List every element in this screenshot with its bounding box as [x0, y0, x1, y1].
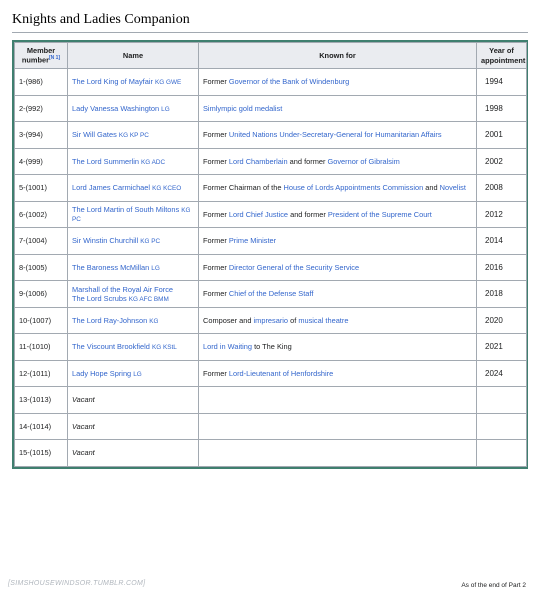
table-row — [15, 175, 527, 202]
header-known-for[interactable]: Known for — [199, 43, 477, 69]
known-for-link[interactable]: musical theatre — [298, 315, 349, 325]
member-name-link[interactable]: The Lord Martin of South Miltons — [72, 205, 180, 215]
known-for-text: and — [423, 183, 440, 193]
known-for-text: Former — [203, 236, 229, 246]
known-for-cell — [199, 387, 477, 414]
member-name-link[interactable]: The Lord Ray-Johnson — [72, 315, 148, 325]
known-for-cell — [199, 148, 477, 175]
member-name-cell — [68, 307, 199, 334]
member-name-cell — [68, 122, 199, 149]
table-row — [15, 387, 527, 414]
watermark: [SIMSHOUSEWINDSOR.TUMBLR.COM] — [8, 580, 146, 587]
appointment-year: 2018 — [477, 281, 527, 308]
table-row — [15, 228, 527, 255]
member-name-link[interactable]: Lord James Carmichael — [72, 183, 151, 193]
member-number: 14-(1014) — [15, 413, 68, 440]
known-for-cell — [199, 254, 477, 281]
known-for-link[interactable]: Lord Chamberlain — [228, 156, 288, 166]
post-nominals[interactable]: KG AFC BMM — [128, 295, 169, 303]
known-for-link[interactable]: Director General of the Security Service — [228, 262, 360, 272]
header-year[interactable]: Year of appointment — [477, 43, 527, 69]
member-name-cell — [68, 387, 199, 414]
known-for-text: and former — [287, 156, 328, 166]
member-name-link[interactable]: Sir Will Gates — [72, 130, 117, 140]
known-for-cell — [199, 413, 477, 440]
post-nominals[interactable]: KG KCEO — [152, 185, 182, 193]
known-for-link[interactable]: House of Lords Appointments Commission — [283, 183, 424, 193]
table-row — [15, 334, 527, 361]
appointment-year — [477, 440, 527, 467]
known-for-cell — [199, 175, 477, 202]
post-nominals[interactable]: KG GWE — [155, 79, 182, 87]
known-for-link[interactable]: Chief of the Defense Staff — [228, 289, 314, 299]
vacant-label: Vacant — [72, 421, 95, 431]
known-for-text: Former — [203, 156, 229, 166]
known-for-cell — [199, 201, 477, 228]
post-nominals[interactable]: KG PC — [72, 207, 191, 224]
member-name-cell — [68, 440, 199, 467]
appointment-year: 2001 — [477, 122, 527, 149]
member-number: 15-(1015) — [15, 440, 68, 467]
member-number: 13-(1013) — [15, 387, 68, 414]
appointment-year — [477, 387, 527, 414]
table-row — [15, 201, 527, 228]
appointment-year: 2008 — [477, 175, 527, 202]
known-for-text: Former — [203, 262, 229, 272]
table-row — [15, 148, 527, 175]
known-for-link[interactable]: Lord-Lieutenant of Henfordshire — [228, 368, 334, 378]
table-row — [15, 254, 527, 281]
appointment-year: 2012 — [477, 201, 527, 228]
known-for-link[interactable]: Simlympic gold medalist — [203, 103, 283, 113]
member-name-link[interactable]: The Lord King of Mayfair — [72, 77, 153, 87]
member-number: 9-(1006) — [15, 281, 68, 308]
post-nominals[interactable]: LG — [151, 264, 160, 272]
members-table — [14, 42, 527, 467]
table-row — [15, 281, 527, 308]
known-for-cell — [199, 307, 477, 334]
table-row — [15, 95, 527, 122]
appointment-year: 2016 — [477, 254, 527, 281]
known-for-link[interactable]: impresario — [253, 315, 289, 325]
known-for-cell — [199, 334, 477, 361]
table-row — [15, 360, 527, 387]
known-for-link[interactable]: President of the Supreme Court — [327, 209, 432, 219]
known-for-cell — [199, 228, 477, 255]
member-name-cell — [68, 201, 199, 228]
member-name-cell — [68, 281, 199, 308]
known-for-text: Former Chairman of the — [203, 183, 284, 193]
member-number: 12-(1011) — [15, 360, 68, 387]
member-name-link[interactable]: Lady Hope Spring — [72, 368, 132, 378]
member-number: 4-(999) — [15, 148, 68, 175]
footer-note: As of the end of Part 2 — [461, 582, 526, 589]
known-for-link[interactable]: Prime Minister — [228, 236, 277, 246]
known-for-text: and former — [288, 209, 328, 219]
member-name-link-secondary[interactable]: The Lord Scrubs — [72, 293, 127, 303]
member-name-link[interactable]: Marshall of the Royal Air Force — [72, 284, 174, 294]
table-row — [15, 413, 527, 440]
known-for-cell — [199, 440, 477, 467]
known-for-link[interactable]: Novelist — [439, 183, 466, 193]
post-nominals[interactable]: KG KStL — [151, 344, 177, 352]
member-name-cell — [68, 228, 199, 255]
table-row — [15, 307, 527, 334]
appointment-year: 2014 — [477, 228, 527, 255]
member-name-link[interactable]: The Baroness McMillan — [72, 262, 150, 272]
post-nominals[interactable]: KG — [149, 317, 159, 325]
appointment-year: 1994 — [477, 69, 527, 96]
member-number: 3-(994) — [15, 122, 68, 149]
footnote-link[interactable]: [N 1] — [48, 55, 61, 62]
member-name-cell — [68, 95, 199, 122]
known-for-text: Former — [203, 130, 229, 140]
appointment-year — [477, 413, 527, 440]
member-number: 5-(1001) — [15, 175, 68, 202]
member-name-link[interactable]: Lady Vanessa Washington — [72, 103, 160, 113]
known-for-cell — [199, 360, 477, 387]
known-for-text: Former — [203, 209, 229, 219]
post-nominals[interactable]: KG KP PC — [118, 132, 149, 140]
member-name-cell — [68, 148, 199, 175]
known-for-link[interactable]: Lord in Waiting — [203, 342, 253, 352]
vacant-label: Vacant — [72, 395, 95, 405]
header-row — [15, 43, 527, 69]
known-for-cell — [199, 122, 477, 149]
known-for-link[interactable]: United Nations Under-Secretary-General for Humanitarian Affairs — [228, 130, 442, 140]
known-for-cell — [199, 69, 477, 96]
member-name-link[interactable]: The Viscount Brookfield — [72, 342, 150, 352]
header-member-number[interactable]: Member number[N 1] — [15, 43, 68, 69]
known-for-text: Former — [203, 368, 229, 378]
header-name[interactable]: Name — [68, 43, 199, 69]
member-number: 6-(1002) — [15, 201, 68, 228]
table-row — [15, 69, 527, 96]
known-for-cell — [199, 281, 477, 308]
appointment-year: 2021 — [477, 334, 527, 361]
member-number: 8-(1005) — [15, 254, 68, 281]
known-for-text: Former — [203, 289, 229, 299]
page-title: Knights and Ladies Companion — [12, 12, 528, 33]
known-for-text: of — [288, 315, 299, 325]
post-nominals[interactable]: LG — [133, 370, 142, 378]
table-row — [15, 122, 527, 149]
member-name-cell — [68, 254, 199, 281]
members-table-wrapper — [12, 40, 528, 469]
member-name-link[interactable]: The Lord Summerlin — [72, 156, 139, 166]
known-for-link[interactable]: Governor of the Bank of Windenburg — [228, 77, 350, 87]
appointment-year: 2024 — [477, 360, 527, 387]
appointment-year: 1998 — [477, 95, 527, 122]
known-for-text: Composer and — [203, 315, 254, 325]
member-name-cell — [68, 175, 199, 202]
member-name-cell — [68, 334, 199, 361]
member-number: 7-(1004) — [15, 228, 68, 255]
known-for-text: to The King — [252, 342, 292, 352]
post-nominals[interactable]: LG — [161, 105, 170, 113]
known-for-cell — [199, 95, 477, 122]
post-nominals[interactable]: KG PC — [140, 238, 161, 246]
appointment-year: 2020 — [477, 307, 527, 334]
appointment-year: 2002 — [477, 148, 527, 175]
member-number: 1-(986) — [15, 69, 68, 96]
member-number: 11-(1010) — [15, 334, 68, 361]
known-for-link[interactable]: Lord Chief Justice — [228, 209, 289, 219]
known-for-link[interactable]: Governor of Gibralsim — [327, 156, 400, 166]
table-row — [15, 440, 527, 467]
known-for-text: Former — [203, 77, 229, 87]
member-number: 10-(1007) — [15, 307, 68, 334]
member-number: 2-(992) — [15, 95, 68, 122]
member-name-cell — [68, 69, 199, 96]
member-name-link[interactable]: Sir Winstin Churchill — [72, 236, 139, 246]
member-name-cell — [68, 360, 199, 387]
member-name-cell — [68, 413, 199, 440]
vacant-label: Vacant — [72, 448, 95, 458]
post-nominals[interactable]: KG ADC — [141, 158, 166, 166]
